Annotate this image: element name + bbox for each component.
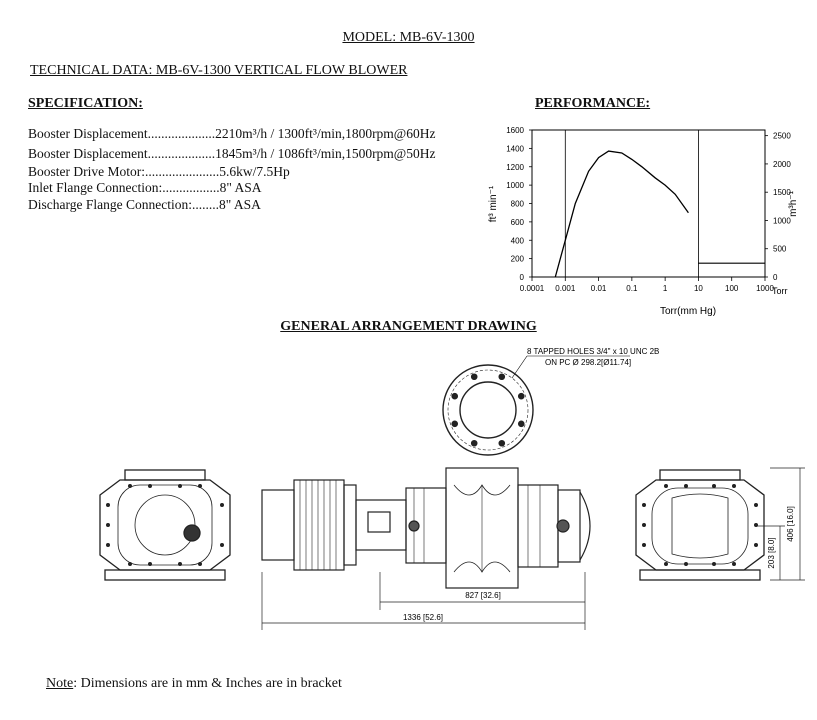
performance-chart	[480, 118, 800, 318]
chart-frame	[532, 130, 765, 277]
y-left-tick-label: 1000	[506, 181, 524, 191]
y-left-tick-label: 1400	[506, 144, 524, 154]
bolt-hole	[128, 484, 132, 488]
spec-row: Booster Displacement....................2210m³/h / 1300ft³/min,1800rpm@60Hz	[28, 126, 436, 141]
x-tick-label: 0.01	[590, 284, 607, 293]
bolt-hole	[148, 562, 152, 566]
flange-hole	[452, 421, 458, 427]
bolt-hole	[178, 562, 182, 566]
flange-hole	[471, 374, 477, 380]
flange-hole	[518, 421, 524, 427]
bolt-hole	[220, 543, 224, 547]
bolt-hole	[106, 543, 110, 547]
bolt-hole	[664, 562, 668, 566]
vertical-dimensions	[755, 468, 805, 580]
bolt-hole	[684, 562, 688, 566]
flange-note-line1: 8 TAPPED HOLES 3/4" x 10 UNC 2B	[527, 347, 660, 356]
left-end-view	[100, 470, 230, 580]
bolt-hole	[684, 484, 688, 488]
x-axis-label: Torr(mm Hg)	[659, 306, 717, 317]
y-right-tick-label: 1000	[773, 216, 791, 226]
bolt-hole	[128, 562, 132, 566]
y-left-tick-label: 200	[510, 254, 524, 264]
model-title: MODEL: MB-6V-1300	[342, 30, 475, 45]
bolt-hole	[148, 484, 152, 488]
bolt-hole	[712, 484, 716, 488]
y-left-tick-label: 800	[510, 199, 524, 209]
note-label: Note	[46, 676, 74, 691]
bolt-hole	[106, 503, 110, 507]
arrangement-drawing	[0, 340, 817, 640]
y-left-tick-label: 1200	[506, 162, 524, 172]
bolt-hole	[664, 484, 668, 488]
y-right-tick-label: 500	[773, 244, 787, 254]
bolt-hole	[642, 523, 646, 527]
bolt-hole	[178, 484, 182, 488]
flange-top-view	[443, 365, 533, 455]
bolt-hole	[732, 484, 736, 488]
spec-row: Discharge Flange Connection:........8" ASA	[28, 197, 261, 212]
dim-406-label: 406 [16.0]	[786, 506, 795, 542]
bolt-hole	[198, 484, 202, 488]
y-left-tick-label: 0	[519, 273, 524, 282]
spec-row: Booster Drive Motor:......................5.6kw/7.5Hp	[28, 164, 290, 179]
y-left-tick-label: 600	[510, 217, 524, 227]
bolt-hole	[198, 562, 202, 566]
x-tick-label: 1000	[756, 284, 774, 293]
bolt-hole	[754, 503, 758, 507]
series-line	[555, 151, 688, 277]
chart-series	[555, 151, 765, 277]
y-right-label: m³h⁻¹	[788, 191, 799, 217]
x-tick-label: 100	[725, 284, 739, 293]
y-right-tick-label: 1500	[773, 188, 791, 198]
chart-grid	[565, 130, 698, 277]
dim-827-label: 827 [32.6]	[465, 591, 501, 600]
x-tick-label: 0.1	[626, 284, 638, 293]
x-tick-label: 10	[693, 284, 703, 293]
x-tick-label: 0.0001	[519, 284, 545, 293]
bolt-hole	[732, 562, 736, 566]
specification-heading: SPECIFICATION:	[28, 96, 143, 111]
spec-row: Inlet Flange Connection:.................8" ASA	[28, 180, 262, 195]
drawing-heading: GENERAL ARRANGEMENT DRAWING	[280, 319, 537, 334]
y-right-tick-label: 2500	[773, 131, 791, 141]
flange-hole	[499, 440, 505, 446]
y-right-tick-label: 2000	[773, 159, 791, 169]
performance-heading: PERFORMANCE:	[535, 96, 651, 111]
bolt-hole	[642, 503, 646, 507]
y-left-tick-label: 1600	[506, 126, 524, 135]
flange-note-line2: ON PC Ø 298.2[Ø11.74]	[545, 358, 632, 367]
note	[46, 676, 342, 692]
bolt-hole	[754, 523, 758, 527]
y-left-ticks	[506, 126, 532, 282]
flange-hole	[518, 393, 524, 399]
flange-hole	[499, 374, 505, 380]
bolt-hole	[642, 543, 646, 547]
y-right-tick-label: 0	[773, 273, 778, 282]
flange-hole	[452, 393, 458, 399]
note-text: : Dimensions are in mm & Inches are in bracket	[73, 676, 342, 691]
spec-row: Booster Displacement....................1845m³/h / 1086ft³/min,1500rpm@50Hz	[28, 146, 436, 161]
right-end-view	[636, 470, 764, 580]
y-left-tick-label: 400	[510, 236, 524, 246]
y-left-label: ft³ min⁻¹	[488, 185, 499, 223]
bolt-hole	[754, 543, 758, 547]
technical-data-title: TECHNICAL DATA: MB-6V-1300 VERTICAL FLOW BLOWER	[30, 63, 408, 78]
x-unit-label: Torr	[772, 286, 788, 296]
bolt-hole	[106, 523, 110, 527]
blower-side-view	[409, 468, 590, 588]
dim-203-label: 203 [8.0]	[767, 537, 776, 569]
x-tick-label: 0.001	[555, 284, 576, 293]
flange-hole	[471, 440, 477, 446]
x-ticks	[520, 277, 775, 293]
bolt-hole	[220, 503, 224, 507]
bolt-hole	[712, 562, 716, 566]
dim-1336-label: 1336 [52.6]	[402, 613, 444, 622]
x-tick-label: 1	[662, 284, 668, 293]
